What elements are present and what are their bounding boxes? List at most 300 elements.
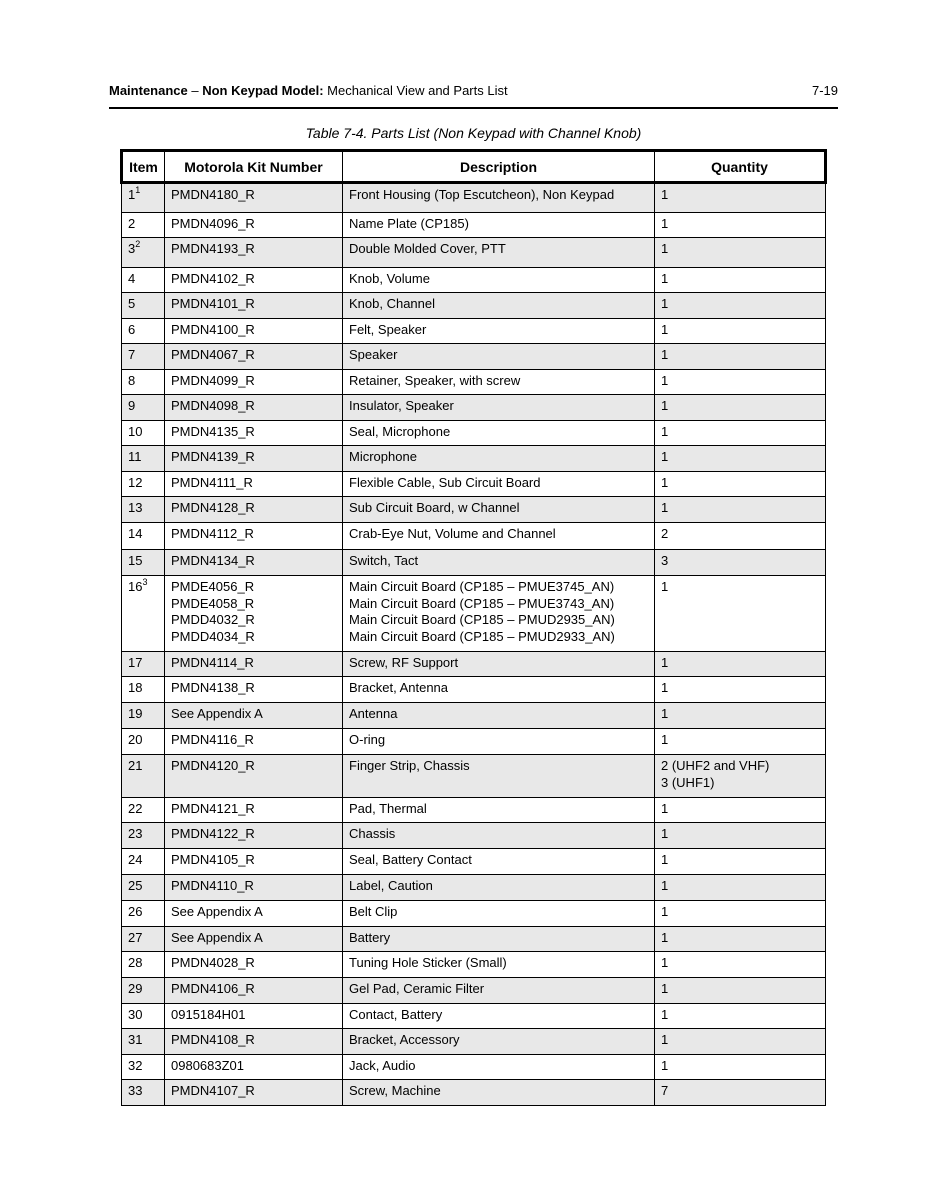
description-line: Double Molded Cover, PTT: [349, 241, 506, 256]
item-number: 20: [128, 732, 143, 747]
kit-number: PMDN4193_R: [171, 241, 255, 256]
kit-number: PMDN4134_R: [171, 553, 255, 568]
table-row: [122, 268, 826, 293]
cell-kit-number: [165, 183, 343, 213]
cell-item: [122, 421, 165, 446]
table-row: [122, 755, 826, 798]
item-number: 32: [128, 1058, 143, 1073]
item-number: 2: [128, 216, 136, 231]
table-row: [122, 952, 826, 978]
quantity-line: 3: [661, 553, 669, 568]
cell-item: [122, 550, 165, 576]
description-line: Pad, Thermal: [349, 801, 427, 816]
cell-item: [122, 901, 165, 927]
item-number: 21: [128, 758, 143, 773]
cell-kit-number: [165, 652, 343, 677]
table-row: [122, 1055, 826, 1080]
cell-quantity: [655, 421, 826, 446]
cell-item: [122, 213, 165, 238]
cell-description: [343, 472, 655, 497]
kit-number: See Appendix A: [171, 706, 263, 721]
quantity-line: 1: [661, 878, 669, 893]
footnote-marker: 2: [135, 238, 141, 249]
cell-quantity: [655, 576, 826, 652]
kit-number: PMDN4028_R: [171, 955, 255, 970]
cell-quantity: [655, 952, 826, 978]
item-number: 10: [128, 424, 143, 439]
cell-description: [343, 849, 655, 875]
cell-item: [122, 576, 165, 652]
footnote-marker: 1: [135, 184, 141, 195]
cell-description: [343, 446, 655, 472]
item-number: 25: [128, 878, 143, 893]
cell-quantity: [655, 729, 826, 755]
item-number: 14: [128, 526, 143, 541]
quantity-line: 1: [661, 241, 669, 256]
cell-item: [122, 978, 165, 1004]
item-number: 3: [128, 241, 136, 256]
cell-quantity: [655, 755, 826, 798]
cell-description: [343, 927, 655, 952]
cell-quantity: [655, 1080, 826, 1106]
cell-description: [343, 238, 655, 268]
item-number: 4: [128, 271, 136, 286]
kit-number: PMDN4107_R: [171, 1083, 255, 1098]
cell-quantity: [655, 901, 826, 927]
cell-quantity: [655, 703, 826, 729]
table-row: [122, 395, 826, 421]
cell-item: [122, 1055, 165, 1080]
item-number: 29: [128, 981, 143, 996]
cell-quantity: [655, 344, 826, 370]
description-line: Main Circuit Board (CP185 – PMUD2935_AN): [349, 612, 615, 627]
table-row: [122, 927, 826, 952]
cell-item: [122, 729, 165, 755]
kit-number: PMDD4034_R: [171, 628, 255, 644]
item-number: 8: [128, 373, 136, 388]
page-number: 7-19: [811, 83, 838, 98]
column-header-description: Description: [343, 151, 655, 183]
cell-description: [343, 952, 655, 978]
cell-item: [122, 395, 165, 421]
cell-kit-number: [165, 213, 343, 238]
table-row: [122, 1080, 826, 1106]
cell-kit-number: [165, 1080, 343, 1106]
cell-description: [343, 344, 655, 370]
item-number: 27: [128, 930, 143, 945]
item-number: 23: [128, 826, 143, 841]
cell-kit-number: [165, 446, 343, 472]
cell-description: [343, 497, 655, 523]
description-line: Gel Pad, Ceramic Filter: [349, 981, 485, 996]
cell-quantity: [655, 183, 826, 213]
quantity-line: 1: [661, 826, 669, 841]
cell-kit-number: [165, 927, 343, 952]
kit-number: PMDN4096_R: [171, 216, 255, 231]
cell-kit-number: [165, 849, 343, 875]
description-line: Switch, Tact: [349, 553, 419, 568]
item-number: 6: [128, 322, 136, 337]
cell-quantity: [655, 213, 826, 238]
section-topic: Mechanical View and Parts List: [323, 83, 508, 98]
description-line: Tuning Hole Sticker (Small): [349, 955, 507, 970]
quantity-line: 1: [661, 424, 669, 439]
cell-description: [343, 978, 655, 1004]
quantity-line: 2 (UHF2 and VHF): [661, 758, 770, 773]
cell-item: [122, 952, 165, 978]
description-line: Sub Circuit Board, w Channel: [349, 500, 520, 515]
cell-item: [122, 497, 165, 523]
cell-quantity: [655, 550, 826, 576]
cell-item: [122, 798, 165, 823]
item-number: 5: [128, 296, 136, 311]
cell-description: [343, 652, 655, 677]
cell-item: [122, 472, 165, 497]
model-name: Non Keypad Model:: [202, 83, 324, 98]
item-number: 16: [128, 579, 143, 594]
cell-quantity: [655, 1055, 826, 1080]
item-number: 1: [128, 187, 136, 202]
item-number: 26: [128, 904, 143, 919]
cell-kit-number: [165, 293, 343, 319]
cell-description: [343, 755, 655, 798]
kit-number: PMDN4111_R: [171, 475, 253, 490]
cell-item: [122, 849, 165, 875]
quantity-line: 3 (UHF1): [661, 774, 715, 790]
description-line: Main Circuit Board (CP185 – PMUE3745_AN): [349, 579, 615, 594]
cell-kit-number: [165, 421, 343, 446]
kit-number: PMDN4100_R: [171, 322, 255, 337]
item-number: 22: [128, 801, 143, 816]
cell-description: [343, 1055, 655, 1080]
table-row: [122, 238, 826, 268]
cell-item: [122, 703, 165, 729]
cell-item: [122, 1004, 165, 1029]
cell-quantity: [655, 798, 826, 823]
table-row: [122, 1029, 826, 1055]
description-line: Main Circuit Board (CP185 – PMUD2933_AN): [349, 628, 615, 644]
cell-description: [343, 293, 655, 319]
cell-quantity: [655, 1004, 826, 1029]
quantity-line: 1: [661, 801, 669, 816]
quantity-line: 1: [661, 322, 669, 337]
cell-quantity: [655, 677, 826, 703]
description-line: Knob, Channel: [349, 296, 436, 311]
cell-item: [122, 183, 165, 213]
cell-kit-number: [165, 472, 343, 497]
cell-quantity: [655, 395, 826, 421]
description-line: Finger Strip, Chassis: [349, 758, 470, 773]
kit-number: See Appendix A: [171, 904, 263, 919]
cell-item: [122, 823, 165, 849]
quantity-line: 1: [661, 706, 669, 721]
quantity-line: 1: [661, 680, 669, 695]
item-number: 24: [128, 852, 143, 867]
kit-number: PMDN4114_R: [171, 655, 254, 670]
cell-description: [343, 213, 655, 238]
description-line: Bracket, Accessory: [349, 1032, 460, 1047]
cell-description: [343, 1029, 655, 1055]
quantity-line: 1: [661, 655, 669, 670]
cell-description: [343, 395, 655, 421]
quantity-line: 1: [661, 500, 669, 515]
quantity-line: 1: [661, 732, 669, 747]
table-row: [122, 978, 826, 1004]
description-line: Screw, RF Support: [349, 655, 459, 670]
quantity-line: 1: [661, 449, 669, 464]
kit-number: PMDN4102_R: [171, 271, 255, 286]
cell-item: [122, 1029, 165, 1055]
table-row: [122, 446, 826, 472]
section-name: Maintenance: [109, 83, 188, 98]
cell-description: [343, 1080, 655, 1106]
kit-number: PMDN4180_R: [171, 187, 255, 202]
item-number: 13: [128, 500, 143, 515]
kit-number: PMDN4098_R: [171, 398, 255, 413]
cell-description: [343, 550, 655, 576]
quantity-line: 1: [661, 1058, 669, 1073]
quantity-line: 1: [661, 579, 669, 594]
kit-number: 0915184H01: [171, 1007, 246, 1022]
quantity-line: 2: [661, 526, 669, 541]
kit-number: PMDD4032_R: [171, 612, 255, 627]
cell-description: [343, 370, 655, 395]
table-row: [122, 1004, 826, 1029]
quantity-line: 1: [661, 216, 669, 231]
table-row: [122, 293, 826, 319]
quantity-line: 1: [661, 1007, 669, 1022]
cell-item: [122, 875, 165, 901]
cell-kit-number: [165, 755, 343, 798]
item-number: 17: [128, 655, 143, 670]
item-number: 12: [128, 475, 143, 490]
cell-description: [343, 523, 655, 550]
table-row: [122, 875, 826, 901]
cell-item: [122, 446, 165, 472]
item-number: 33: [128, 1083, 143, 1098]
cell-kit-number: [165, 729, 343, 755]
kit-number: PMDN4099_R: [171, 373, 255, 388]
cell-item: [122, 293, 165, 319]
table-row: [122, 213, 826, 238]
cell-kit-number: [165, 370, 343, 395]
quantity-line: 1: [661, 373, 669, 388]
cell-description: [343, 875, 655, 901]
kit-number: PMDN4110_R: [171, 878, 254, 893]
cell-item: [122, 344, 165, 370]
description-line: Antenna: [349, 706, 398, 721]
table-row: [122, 576, 826, 652]
kit-number: PMDN4112_R: [171, 526, 254, 541]
description-line: Seal, Battery Contact: [349, 852, 472, 867]
cell-item: [122, 319, 165, 344]
item-number: 28: [128, 955, 143, 970]
cell-kit-number: [165, 238, 343, 268]
title-dash: –: [187, 83, 203, 98]
quantity-line: 1: [661, 852, 669, 867]
kit-number: PMDN4128_R: [171, 500, 255, 515]
parts-list-table: [120, 149, 827, 1106]
column-header-item: Item: [122, 151, 165, 183]
item-number: 31: [128, 1032, 143, 1047]
description-line: Main Circuit Board (CP185 – PMUE3743_AN): [349, 595, 615, 611]
table-row: [122, 550, 826, 576]
section-title: [109, 83, 508, 98]
cell-quantity: [655, 293, 826, 319]
cell-description: [343, 268, 655, 293]
cell-kit-number: [165, 523, 343, 550]
cell-item: [122, 677, 165, 703]
cell-kit-number: [165, 1004, 343, 1029]
header-rule: [109, 107, 838, 109]
kit-number: PMDN4105_R: [171, 852, 255, 867]
page-header: [109, 83, 838, 101]
table-row: [122, 319, 826, 344]
description-line: O-ring: [349, 732, 386, 747]
cell-description: [343, 421, 655, 446]
cell-quantity: [655, 523, 826, 550]
table-row: [122, 823, 826, 849]
footnote-marker: 3: [142, 576, 148, 587]
kit-number: PMDN4139_R: [171, 449, 255, 464]
cell-description: [343, 183, 655, 213]
cell-kit-number: [165, 576, 343, 652]
cell-description: [343, 677, 655, 703]
table-row: [122, 497, 826, 523]
description-line: Belt Clip: [349, 904, 398, 919]
item-number: 7: [128, 347, 136, 362]
quantity-line: 1: [661, 271, 669, 286]
kit-number: PMDN4067_R: [171, 347, 255, 362]
kit-number: See Appendix A: [171, 930, 263, 945]
kit-number: PMDN4108_R: [171, 1032, 255, 1047]
quantity-line: 1: [661, 347, 669, 362]
quantity-line: 1: [661, 398, 669, 413]
table-row: [122, 703, 826, 729]
description-line: Speaker: [349, 347, 398, 362]
quantity-line: 1: [661, 904, 669, 919]
cell-quantity: [655, 268, 826, 293]
cell-description: [343, 823, 655, 849]
table-row: [122, 677, 826, 703]
cell-kit-number: [165, 703, 343, 729]
cell-description: [343, 901, 655, 927]
cell-kit-number: [165, 798, 343, 823]
table-row: [122, 901, 826, 927]
kit-number: PMDN4101_R: [171, 296, 255, 311]
item-number: 18: [128, 680, 143, 695]
description-line: Crab-Eye Nut, Volume and Channel: [349, 526, 556, 541]
kit-number: PMDN4121_R: [171, 801, 255, 816]
table-row: [122, 798, 826, 823]
description-line: Bracket, Antenna: [349, 680, 449, 695]
cell-kit-number: [165, 1055, 343, 1080]
cell-item: [122, 268, 165, 293]
cell-quantity: [655, 1029, 826, 1055]
cell-description: [343, 1004, 655, 1029]
quantity-line: 1: [661, 296, 669, 311]
table-row: [122, 523, 826, 550]
table-row: [122, 472, 826, 497]
cell-quantity: [655, 319, 826, 344]
kit-number: 0980683Z01: [171, 1058, 245, 1073]
cell-kit-number: [165, 319, 343, 344]
table-row: [122, 652, 826, 677]
cell-kit-number: [165, 395, 343, 421]
item-number: 9: [128, 398, 136, 413]
kit-number: PMDN4120_R: [171, 758, 255, 773]
cell-description: [343, 729, 655, 755]
column-header-kit-number: Motorola Kit Number: [165, 151, 343, 183]
cell-quantity: [655, 497, 826, 523]
description-line: Name Plate (CP185): [349, 216, 469, 231]
item-number: 15: [128, 553, 143, 568]
kit-number: PMDN4116_R: [171, 732, 254, 747]
item-number: 30: [128, 1007, 143, 1022]
description-line: Chassis: [349, 826, 396, 841]
description-line: Label, Caution: [349, 878, 433, 893]
description-line: Screw, Machine: [349, 1083, 441, 1098]
cell-quantity: [655, 875, 826, 901]
kit-number: PMDE4056_R: [171, 579, 255, 594]
column-header-quantity: Quantity: [655, 151, 826, 183]
table-row: [122, 729, 826, 755]
description-line: Contact, Battery: [349, 1007, 443, 1022]
quantity-line: 1: [661, 930, 669, 945]
description-line: Flexible Cable, Sub Circuit Board: [349, 475, 541, 490]
cell-kit-number: [165, 268, 343, 293]
cell-kit-number: [165, 952, 343, 978]
quantity-line: 1: [661, 187, 669, 202]
cell-item: [122, 1080, 165, 1106]
description-line: Insulator, Speaker: [349, 398, 454, 413]
cell-description: [343, 703, 655, 729]
cell-kit-number: [165, 677, 343, 703]
quantity-line: 1: [661, 981, 669, 996]
cell-item: [122, 238, 165, 268]
description-line: Jack, Audio: [349, 1058, 416, 1073]
cell-quantity: [655, 823, 826, 849]
quantity-line: 7: [661, 1083, 669, 1098]
cell-item: [122, 523, 165, 550]
cell-kit-number: [165, 901, 343, 927]
cell-description: [343, 319, 655, 344]
cell-item: [122, 652, 165, 677]
description-line: Felt, Speaker: [349, 322, 427, 337]
kit-number: PMDN4106_R: [171, 981, 255, 996]
cell-kit-number: [165, 875, 343, 901]
cell-item: [122, 927, 165, 952]
cell-quantity: [655, 849, 826, 875]
table-row: [122, 849, 826, 875]
cell-kit-number: [165, 497, 343, 523]
cell-description: [343, 798, 655, 823]
quantity-line: 1: [661, 475, 669, 490]
cell-quantity: [655, 978, 826, 1004]
quantity-line: 1: [661, 955, 669, 970]
cell-item: [122, 755, 165, 798]
cell-kit-number: [165, 344, 343, 370]
cell-description: [343, 576, 655, 652]
cell-item: [122, 370, 165, 395]
table-header-row: [122, 151, 826, 183]
cell-quantity: [655, 652, 826, 677]
cell-kit-number: [165, 978, 343, 1004]
cell-quantity: [655, 927, 826, 952]
table-row: [122, 183, 826, 213]
table-row: [122, 370, 826, 395]
cell-kit-number: [165, 1029, 343, 1055]
